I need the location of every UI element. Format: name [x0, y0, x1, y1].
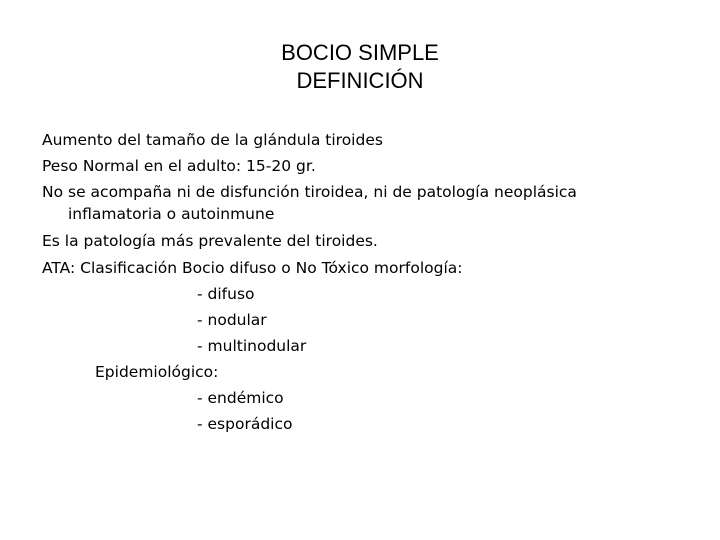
text-line-aumento: Aumento del tamaño de la glándula tiroides [42, 131, 383, 149]
text-line-ata-clasificacion: ATA: Clasificación Bocio difuso o No Tóxico morfología: [42, 259, 463, 277]
slide-title: BOCIO SIMPLE [281, 40, 439, 65]
text-line-prevalente: Es la patología más prevalente del tiroides. [42, 232, 378, 250]
list-item-nodular: - nodular [197, 311, 267, 329]
slide-subtitle: DEFINICIÓN [296, 68, 424, 93]
list-item-esporadico: - esporádico [197, 415, 293, 433]
text-line-peso: Peso Normal en el adulto: 15-20 gr. [42, 157, 316, 175]
text-line-epidemiologico: Epidemiológico: [95, 363, 219, 381]
text-line-no-se-acompana: No se acompaña ni de disfunción tiroidea, ni de patología neoplásica [42, 183, 577, 201]
list-item-difuso: - difuso [197, 285, 255, 303]
list-item-endemico: - endémico [197, 389, 284, 407]
text-line-inflamatoria: inflamatoria o autoinmune [68, 205, 275, 223]
list-item-multinodular: - multinodular [197, 337, 307, 355]
